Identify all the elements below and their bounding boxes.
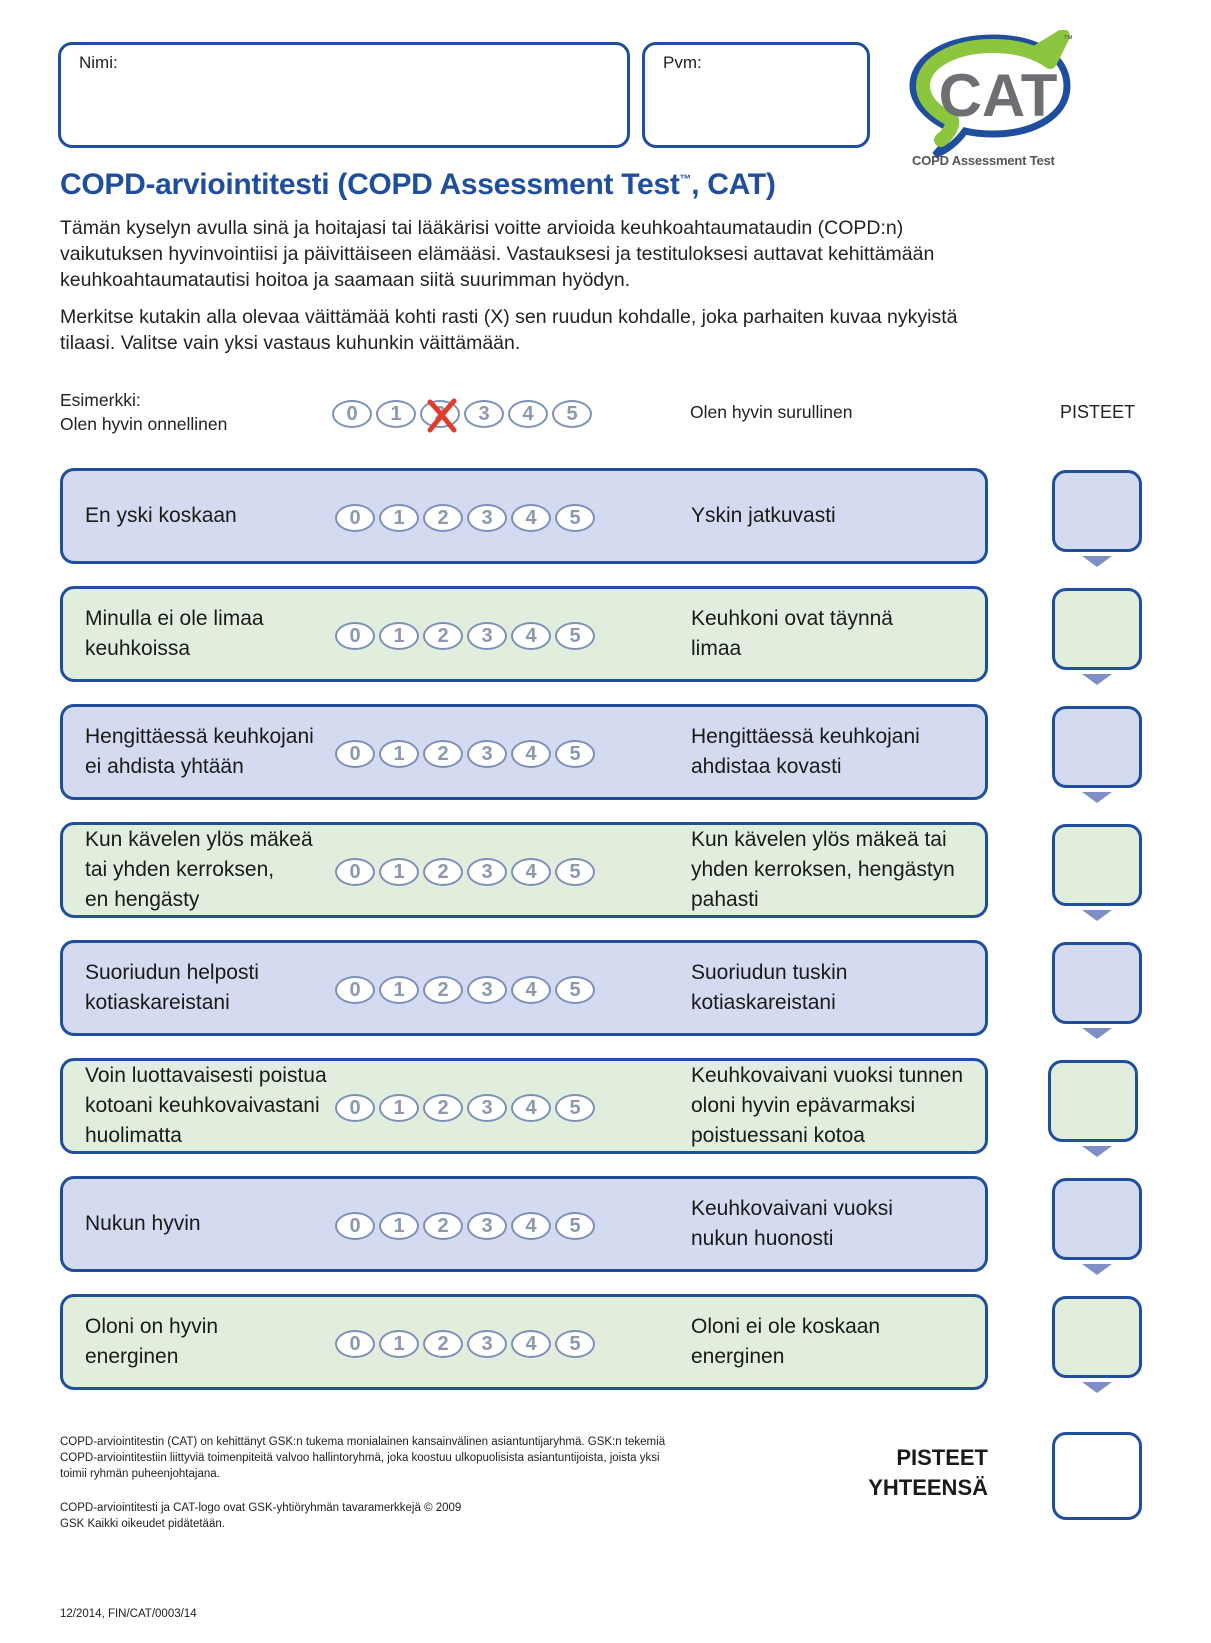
option-1[interactable]: 1 — [379, 740, 419, 768]
option-3[interactable]: 3 — [467, 740, 507, 768]
option-2[interactable]: 2 — [423, 1330, 463, 1358]
question-8-scale — [335, 1330, 595, 1358]
score-column-header: PISTEET — [1060, 402, 1136, 422]
question-1-right: Yskin jatkuvasti — [691, 504, 836, 527]
option-4[interactable]: 4 — [511, 1330, 551, 1358]
question-row-7 — [60, 1176, 988, 1272]
option-4[interactable]: 4 — [511, 976, 551, 1004]
date-label: Pvm: — [663, 53, 702, 72]
question-3-right: Hengittäessä keuhkojani ahdistaa kovasti — [691, 725, 920, 778]
option-1[interactable]: 1 — [379, 1330, 419, 1358]
question-7-right: Keuhkovaivani vuoksi nukun huonosti — [691, 1197, 893, 1250]
total-score-label: PISTEET YHTEENSÄ — [868, 1445, 988, 1500]
arrow-down-icon — [1082, 674, 1112, 685]
question-5-right: Suoriudun tuskin kotiaskareistani — [691, 961, 848, 1014]
question-4-scale — [335, 858, 595, 886]
option-3[interactable]: 3 — [467, 622, 507, 650]
title-suffix: , CAT) — [691, 168, 776, 201]
option-0[interactable]: 0 — [335, 622, 375, 650]
option-1[interactable]: 1 — [379, 1094, 419, 1122]
score-box-7[interactable] — [1052, 1178, 1142, 1260]
question-6-scale — [335, 1094, 595, 1122]
question-2-right: Keuhkoni ovat täynnä limaa — [691, 607, 893, 660]
document-code: 12/2014, FIN/CAT/0003/14 — [60, 1608, 197, 1620]
score-box-6[interactable] — [1048, 1060, 1138, 1142]
title-tm: ™ — [679, 172, 692, 186]
question-4-left: Kun kävelen ylös mäkeä tai yhden kerroksen, en hengästy — [85, 828, 313, 911]
option-5[interactable]: 5 — [555, 740, 595, 768]
option-1[interactable]: 1 — [379, 976, 419, 1004]
score-box-3[interactable] — [1052, 706, 1142, 788]
question-8-right: Oloni ei ole koskaan energinen — [691, 1315, 881, 1368]
question-row-1 — [60, 468, 988, 564]
score-box-1[interactable] — [1052, 470, 1142, 552]
example-option-1: 1 — [376, 400, 416, 428]
option-5[interactable]: 5 — [555, 858, 595, 886]
intro-paragraph-2 — [60, 304, 1060, 356]
intro-line: keuhkoahtaumatautisi hoitoa ja saamaan siitä suurimman hyödyn. — [60, 269, 631, 291]
question-7-scale — [335, 1212, 595, 1240]
option-5[interactable]: 5 — [555, 1212, 595, 1240]
intro-line: Tämän kyselyn avulla sinä ja hoitajasi tai lääkärisi voitte arvioida keuhkoahtaumataudin (COPD:n) — [60, 217, 904, 239]
page-title — [60, 168, 776, 202]
question-8-left: Oloni on hyvin energinen — [85, 1315, 219, 1368]
question-3-left: Hengittäessä keuhkojani ei ahdista yhtään — [85, 725, 314, 778]
question-2-scale — [335, 622, 595, 650]
option-4[interactable]: 4 — [511, 1094, 551, 1122]
question-6-right: Keuhkovaivani vuoksi tunnen oloni hyvin epävarmaksi poistuessani kotoa — [691, 1064, 964, 1147]
question-row-6 — [60, 1058, 988, 1154]
question-1-scale — [335, 504, 595, 532]
option-4[interactable]: 4 — [511, 622, 551, 650]
example-left — [60, 388, 227, 436]
option-5[interactable]: 5 — [555, 622, 595, 650]
arrow-down-icon — [1082, 1028, 1112, 1039]
option-5[interactable]: 5 — [555, 504, 595, 532]
option-2[interactable]: 2 — [423, 858, 463, 886]
arrow-down-icon — [1082, 910, 1112, 921]
intro-line: Merkitse kutakin alla olevaa väittämää kohti rasti (X) sen ruudun kohdalle, joka parhaiten kuvaa nykyistä — [60, 306, 958, 328]
option-4[interactable]: 4 — [511, 1212, 551, 1240]
logo-tm: ™ — [1063, 34, 1073, 45]
question-row-3 — [60, 704, 988, 800]
option-2[interactable]: 2 — [423, 1094, 463, 1122]
example-right-text: Olen hyvin surullinen — [690, 402, 853, 422]
option-4[interactable]: 4 — [511, 858, 551, 886]
option-1[interactable]: 1 — [379, 858, 419, 886]
example-option-3: 3 — [464, 400, 504, 428]
option-3[interactable]: 3 — [467, 1094, 507, 1122]
option-0[interactable]: 0 — [335, 740, 375, 768]
total-score-box[interactable] — [1052, 1432, 1142, 1520]
arrow-down-icon — [1082, 556, 1112, 567]
arrow-down-icon — [1082, 792, 1112, 803]
question-1-left: En yski koskaan — [85, 504, 237, 527]
question-4-right: Kun kävelen ylös mäkeä tai yhden kerroksen, hengästyn pahasti — [691, 828, 955, 911]
title-main: COPD-arviointitesti (COPD Assessment Test — [60, 168, 680, 201]
logo-caption: COPD Assessment Test — [912, 153, 1055, 168]
score-box-8[interactable] — [1052, 1296, 1142, 1378]
score-box-2[interactable] — [1052, 588, 1142, 670]
question-6-left: Voin luottavaisesti poistua kotoani keuhkovaivastani huolimatta — [85, 1064, 327, 1147]
question-3-scale — [335, 740, 595, 768]
option-3[interactable]: 3 — [467, 858, 507, 886]
question-7-left: Nukun hyvin — [85, 1212, 201, 1235]
score-box-4[interactable] — [1052, 824, 1142, 906]
arrow-down-icon — [1082, 1264, 1112, 1275]
example-left-text: Olen hyvin onnellinen — [60, 414, 228, 434]
example-scale — [332, 400, 592, 428]
option-2[interactable]: 2 — [423, 622, 463, 650]
question-5-left: Suoriudun helposti kotiaskareistani — [85, 961, 259, 1014]
option-1[interactable]: 1 — [379, 504, 419, 532]
option-0[interactable]: 0 — [335, 858, 375, 886]
option-0[interactable]: 0 — [335, 976, 375, 1004]
question-row-4 — [60, 822, 988, 918]
option-3[interactable]: 3 — [467, 976, 507, 1004]
question-row-2 — [60, 586, 988, 682]
option-0[interactable]: 0 — [335, 1212, 375, 1240]
logo-text: CAT — [938, 62, 1058, 129]
option-2[interactable]: 2 — [423, 740, 463, 768]
example-label: Esimerkki: — [60, 390, 141, 410]
question-5-scale — [335, 976, 595, 1004]
option-5[interactable]: 5 — [555, 976, 595, 1004]
option-2[interactable]: 2 — [423, 976, 463, 1004]
option-3[interactable]: 3 — [467, 504, 507, 532]
date-field[interactable] — [642, 42, 870, 148]
example-option-2: 2 — [420, 400, 460, 428]
option-3[interactable]: 3 — [467, 1330, 507, 1358]
arrow-down-icon — [1082, 1382, 1112, 1393]
question-2-left: Minulla ei ole limaa keuhkoissa — [85, 607, 264, 660]
name-label: Nimi: — [79, 53, 118, 72]
option-1[interactable]: 1 — [379, 622, 419, 650]
question-row-8 — [60, 1294, 988, 1390]
example-option-0: 0 — [332, 400, 372, 428]
score-box-5[interactable] — [1052, 942, 1142, 1024]
footer-paragraph-2: COPD-arviointitesti ja CAT-logo ovat GSK-yhtiöryhmän tavaramerkkejä © 2009 GSK Kaikki oikeudet pidätetään. — [60, 1502, 462, 1530]
option-0[interactable]: 0 — [335, 504, 375, 532]
option-0[interactable]: 0 — [335, 1094, 375, 1122]
option-1[interactable]: 1 — [379, 1212, 419, 1240]
option-5[interactable]: 5 — [555, 1330, 595, 1358]
example-option-5: 5 — [552, 400, 592, 428]
intro-paragraph-1 — [60, 215, 1060, 293]
example-option-4: 4 — [508, 400, 548, 428]
option-0[interactable]: 0 — [335, 1330, 375, 1358]
question-row-5 — [60, 940, 988, 1036]
option-4[interactable]: 4 — [511, 504, 551, 532]
name-field[interactable] — [58, 42, 630, 148]
option-3[interactable]: 3 — [467, 1212, 507, 1240]
option-2[interactable]: 2 — [423, 1212, 463, 1240]
arrow-down-icon — [1082, 1146, 1112, 1157]
footer-paragraph-1: COPD-arviointitestin (CAT) on kehittänyt GSK:n tukema monialainen kansainvälinen asiantuntijaryhmä. GSK:n tekemiä COPD-arviointitestiin liittyviä toimenpiteitä valvoo hallintoryhmä, joka koostuu ulkopuolisista asiantuntijoista, joista yksi toimii ryhmän puheenjohtajana. — [60, 1436, 666, 1480]
option-5[interactable]: 5 — [555, 1094, 595, 1122]
option-2[interactable]: 2 — [423, 504, 463, 532]
intro-line: tilaasi. Valitse vain yksi vastaus kuhunkin väittämään. — [60, 332, 521, 354]
intro-line: vaikutuksen hyvinvointiisi ja päivittäiseen elämääsi. Vastauksesi ja testituloksesi auttavat kehittämään — [60, 243, 935, 265]
option-4[interactable]: 4 — [511, 740, 551, 768]
